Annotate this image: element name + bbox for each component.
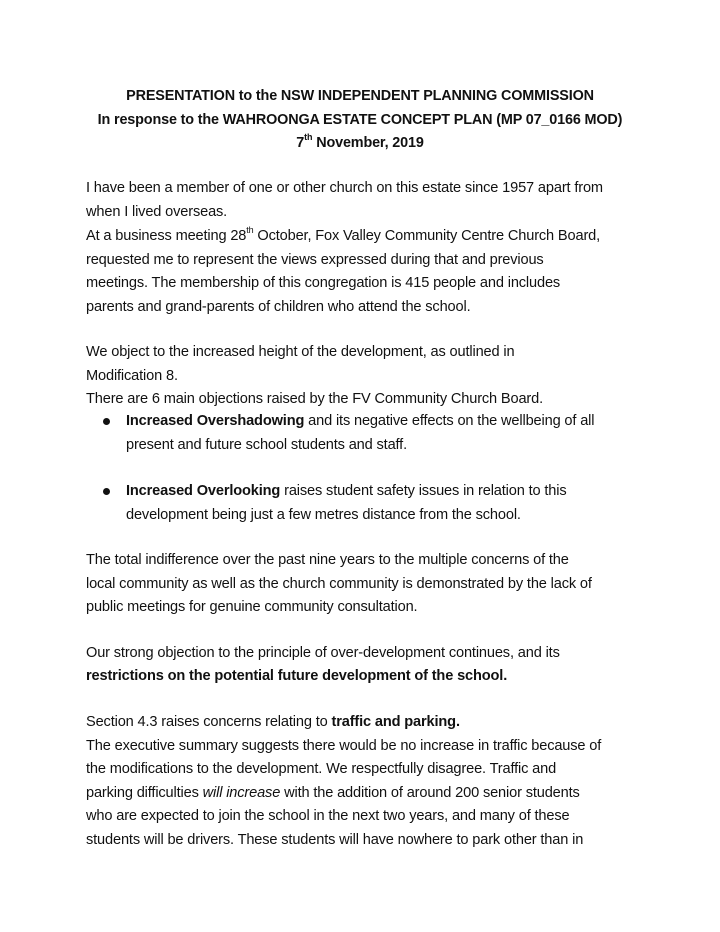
title-line-1: PRESENTATION to the NSW INDEPENDENT PLANNING COMMISSION: [126, 88, 594, 104]
bullet-2-line-2: development being just a few metres distance from the school.: [126, 507, 521, 523]
paragraph-4-line-1: Our strong objection to the principle of over-development continues, and its: [86, 645, 560, 661]
date-superscript: th: [304, 132, 313, 143]
paragraph-5-line-1: [86, 712, 460, 732]
paragraph-5-line-6: students will be drivers. These students will have nowhere to park other than in: [86, 832, 584, 848]
paragraph-1-line-5: meetings. The membership of this congregation is 415 people and includes: [86, 275, 561, 291]
bullet-dot-2: [103, 488, 110, 495]
bullet-2-text: raises student safety issues in relation to this: [280, 483, 567, 499]
traffic-parking-heading: traffic and parking.: [331, 714, 460, 730]
parking-text: parking difficulties: [86, 785, 203, 801]
meeting-text: At a business meeting 28: [86, 228, 247, 244]
bullet-1-text: and its negative effects on the wellbeing of all: [304, 413, 595, 429]
paragraph-5-line-5: who are expected to join the school in the next two years, and many of these: [86, 808, 570, 824]
bullet-1-line-2: present and future school students and staff.: [126, 437, 407, 453]
paragraph-1-line-2: when I lived overseas.: [86, 204, 228, 220]
paragraph-3-line-3: public meetings for genuine community consultation.: [86, 599, 418, 615]
paragraph-1-line-1: I have been a member of one or other church on this estate since 1957 apart from: [86, 180, 603, 196]
paragraph-3-line-2: local community as well as the church community is demonstrated by the lack of: [86, 576, 592, 592]
will-increase-emphasis: will increase: [202, 785, 281, 801]
paragraph-1-line-6: parents and grand-parents of children who attend the school.: [86, 299, 471, 315]
restrictions-statement: restrictions on the potential future development of the school.: [86, 668, 508, 684]
paragraph-5-line-2: The executive summary suggests there would be no increase in traffic because of: [86, 738, 602, 754]
date-rest: November, 2019: [312, 135, 424, 151]
date-day: 7: [296, 135, 305, 151]
date-line: [0, 133, 720, 153]
bullet-1-heading: Increased Overshadowing: [126, 413, 305, 429]
bullet-dot-1: [103, 418, 110, 425]
paragraph-3-line-1: The total indifference over the past nine years to the multiple concerns of the: [86, 552, 569, 568]
parking-text-rest: with the addition of around 200 senior students: [280, 785, 580, 801]
title-line-2: In response to the WAHROONGA ESTATE CONCEPT PLAN (MP 07_0166 MOD): [97, 112, 623, 128]
meeting-text-rest: October, Fox Valley Community Centre Church Board,: [253, 228, 601, 244]
paragraph-2-line-2: Modification 8.: [86, 368, 178, 384]
paragraph-1-line-3: [86, 226, 600, 246]
bullet-1-line-1: [126, 411, 594, 431]
paragraph-5-line-4: [86, 783, 580, 803]
paragraph-5-line-3: the modifications to the development. We respectfully disagree. Traffic and: [86, 761, 557, 777]
paragraph-4-line-2: [86, 666, 507, 686]
bullet-2-heading: Increased Overlooking: [126, 483, 281, 499]
paragraph-2-line-3: There are 6 main objections raised by the FV Community Church Board.: [86, 391, 544, 407]
paragraph-1-line-4: requested me to represent the views expressed during that and previous: [86, 252, 544, 268]
meeting-date-superscript: th: [246, 225, 254, 236]
paragraph-2-line-1: We object to the increased height of the development, as outlined in: [86, 344, 515, 360]
section-text: Section 4.3 raises concerns relating to: [86, 714, 332, 730]
bullet-2-line-1: [126, 481, 567, 501]
